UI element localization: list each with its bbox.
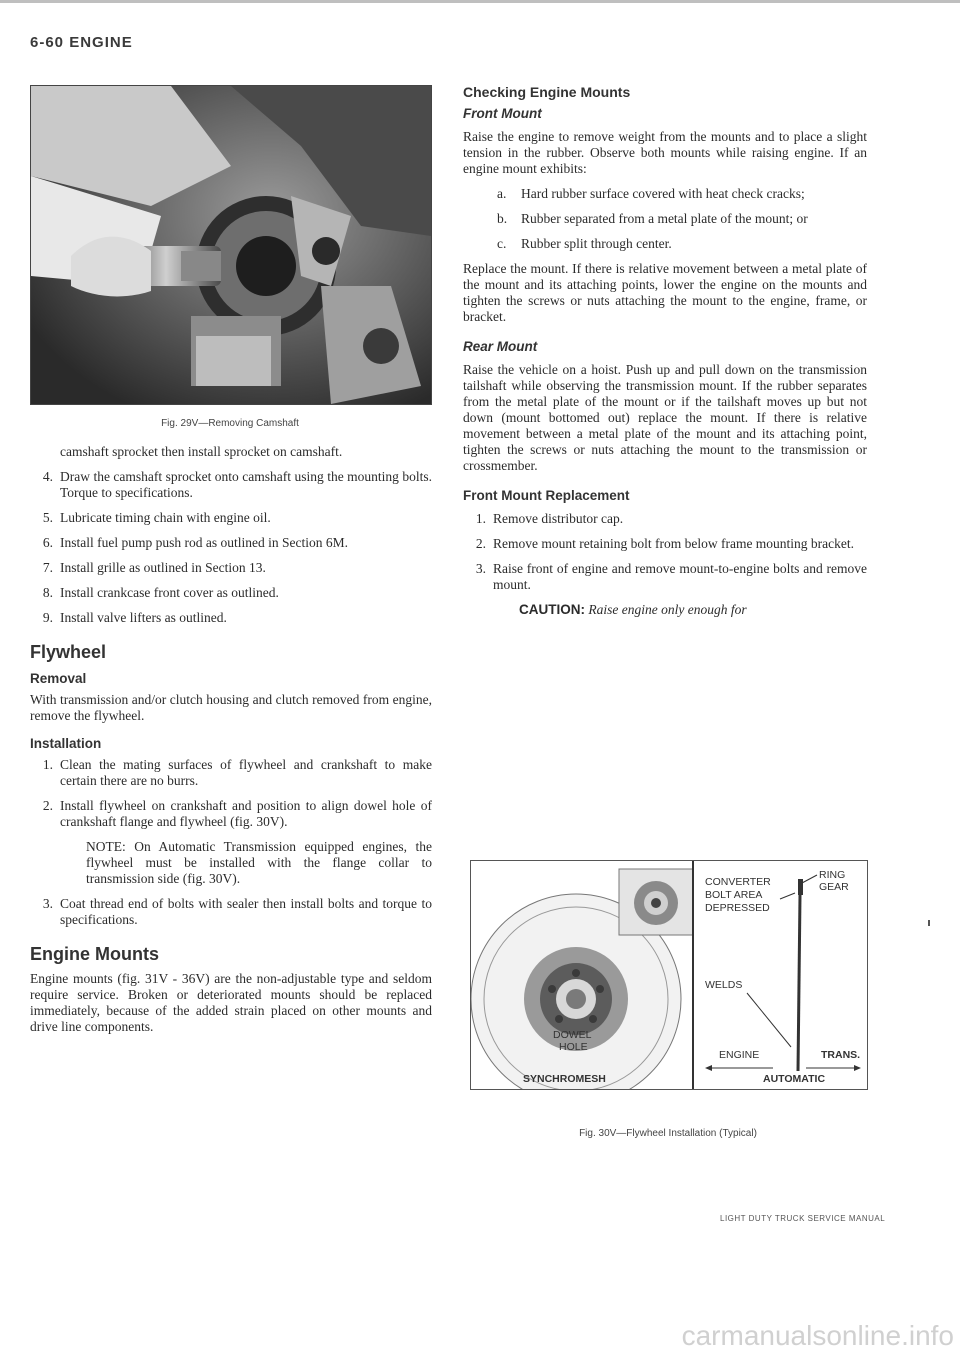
list-item: 7. Install grille as outlined in Section 13. — [42, 560, 266, 575]
engine-mounts-heading: Engine Mounts — [30, 944, 159, 964]
caution-text: CAUTION: Raise engine only enough for — [519, 602, 747, 617]
list-item: c. Rubber split through center. — [497, 236, 672, 251]
list-item: 1. Clean the mating surfaces of flywheel and crankshaft to make certain there are no burrs. — [42, 757, 432, 788]
right-column — [463, 84, 867, 618]
flywheel-diagram-art — [471, 861, 867, 1089]
list-item: b. Rubber separated from a metal plate of the mount; or — [497, 211, 808, 226]
scan-artifact — [928, 920, 930, 926]
installation-heading: Installation — [30, 736, 102, 751]
note-text: NOTE: On Automatic Transmission equipped engines, the flywheel must be installed with the flange collar to transmission side (fig. 30V). — [86, 839, 432, 886]
removal-heading: Removal — [30, 671, 87, 686]
list-item: 1. Remove distributor cap. — [475, 511, 624, 526]
front-mount-heading: Front Mount — [463, 106, 542, 121]
list-item: a. Hard rubber surface covered with heat check cracks; — [497, 186, 805, 201]
label-engine: ENGINE — [719, 1049, 760, 1061]
label-welds: WELDS — [705, 979, 743, 991]
replacement-heading: Front Mount Replacement — [463, 488, 630, 503]
watermark: carmanualsonline.info — [681, 1320, 954, 1351]
list-item: 3. Raise front of engine and remove mount-to-engine bolts and remove mount. — [475, 561, 867, 592]
camshaft-photo-illustration — [31, 86, 431, 404]
label-ring: RING — [819, 869, 846, 881]
label-converter: CONVERTER — [705, 876, 771, 888]
list-item: 2. Remove mount retaining bolt from below frame mounting bracket. — [475, 536, 855, 551]
label-bolt-area: BOLT AREA — [705, 889, 763, 901]
page-header: 6-60 ENGINE — [30, 34, 133, 51]
left-column — [30, 444, 432, 1035]
label-dowel: DOWEL — [553, 1029, 592, 1041]
camshaft-removal-photo — [30, 85, 432, 405]
figure-30-caption: Fig. 30V—Flywheel Installation (Typical) — [579, 1128, 757, 1139]
label-depressed: DEPRESSED — [705, 902, 770, 914]
continuation-text: camshaft sprocket then install sprocket on camshaft. — [60, 444, 343, 459]
label-gear: GEAR — [819, 881, 849, 893]
top-rule — [0, 0, 960, 3]
list-item: 3. Coat thread end of bolts with sealer then install bolts and torque to specifications. — [42, 896, 432, 927]
label-synchromesh: SYNCHROMESH — [523, 1073, 606, 1085]
engine-mounts-text: Engine mounts (fig. 31V - 36V) are the non-adjustable type and seldom require service. Broken or deteriorated mounts should be replaced immediately, because of the added strain placed on other mounts and drive line components. — [30, 971, 432, 1034]
label-trans: TRANS. — [821, 1049, 861, 1061]
checking-heading: Checking Engine Mounts — [463, 84, 631, 100]
list-item: 4. Draw the camshaft sprocket onto camshaft using the mounting bolts. Torque to specifications. — [42, 469, 432, 500]
removal-text: With transmission and/or clutch housing and clutch removed from engine, remove the flywheel. — [30, 692, 432, 723]
label-hole: HOLE — [559, 1041, 588, 1053]
rear-mount-text: Raise the vehicle on a hoist. Push up and pull down on the transmission tailshaft while observing the transmission mount. If the rubber separates from the metal plate of the mount or if the tailshaft moves up but not down (mount bottomed out) replace the mount. If there is relative movement between a metal plate of the mount and its attaching point, tighten the screws or nuts attaching the mount to the transmission or crossmember. — [463, 362, 867, 473]
flywheel-heading: Flywheel — [30, 642, 107, 662]
list-item: 8. Install crankcase front cover as outlined. — [42, 585, 279, 600]
list-item: 9. Install valve lifters as outlined. — [42, 610, 227, 625]
rear-mount-heading: Rear Mount — [463, 339, 538, 354]
front-mount-text: Raise the engine to remove weight from the mounts and to place a slight tension in the rubber. Observe both mounts while raising engine. If an engine mount exhibits: — [463, 129, 867, 176]
flywheel-installation-diagram — [470, 860, 868, 1090]
figure-29-caption: Fig. 29V—Removing Camshaft — [161, 418, 299, 429]
list-item: 5. Lubricate timing chain with engine oil. — [42, 510, 271, 525]
replace-text: Replace the mount. If there is relative movement between a metal plate of the mount and its attaching points, lower the engine on the mounts and tighten the screws or nuts attaching the mount to the engine, frame, or bracket. — [463, 261, 867, 324]
list-item: 2. Install flywheel on crankshaft and position to align dowel hole of crankshaft flange and flywheel (fig. 30V). — [42, 798, 432, 829]
list-item: 6. Install fuel pump push rod as outlined in Section 6M. — [42, 535, 348, 550]
label-automatic: AUTOMATIC — [763, 1073, 826, 1085]
manual-footer: LIGHT DUTY TRUCK SERVICE MANUAL — [720, 1214, 886, 1223]
